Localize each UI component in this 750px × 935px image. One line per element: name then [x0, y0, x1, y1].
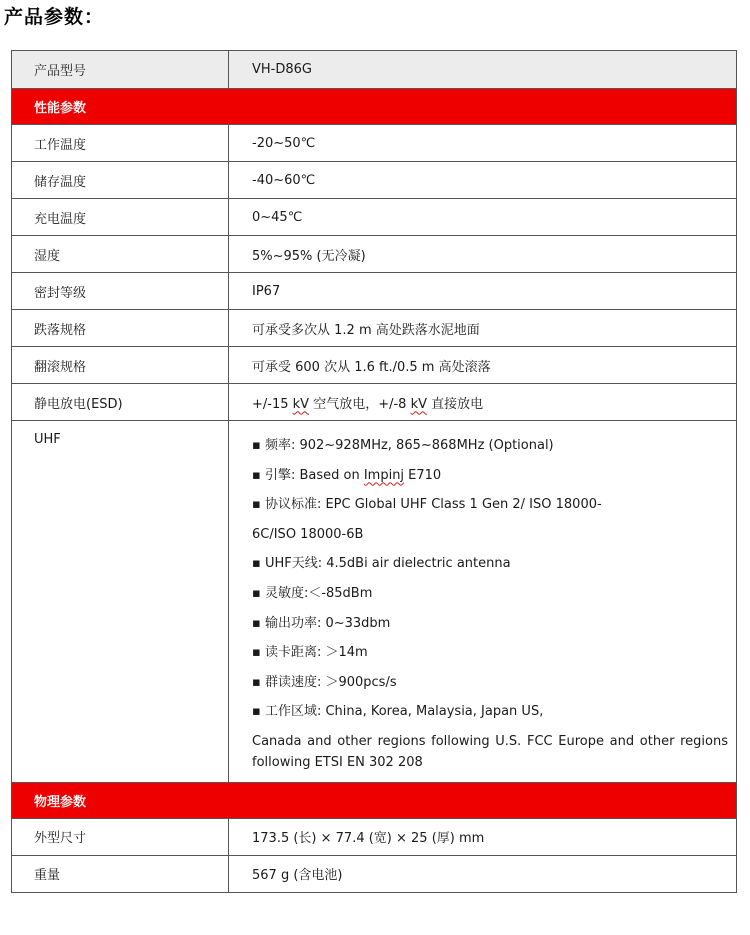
- esd-text-1: +/-15: [252, 396, 293, 412]
- uhf-protocol-cont: 6C/ISO 18000-6B: [252, 526, 364, 542]
- table-row: [12, 236, 737, 273]
- section-performance: [12, 89, 737, 125]
- uhf-engine: [252, 461, 730, 491]
- table-row: [12, 310, 737, 347]
- row-value: IP67: [229, 273, 737, 310]
- row-label: 外型尺寸: [12, 818, 229, 855]
- row-label: 储存温度: [12, 162, 229, 199]
- uhf-region-paragraph: Canada and other regions following U.S. FCC Europe and other regions following ETSI EN 302 208: [252, 733, 728, 770]
- table-row: [12, 818, 737, 855]
- uhf-protocol: ▪ 协议标准: EPC Global UHF Class 1 Gen 2/ ISO 18000-: [252, 497, 602, 513]
- uhf-antenna: ▪ UHF天线: 4.5dBi air dielectric antenna: [252, 556, 511, 572]
- row-value: -40~60℃: [229, 162, 737, 199]
- esd-unit-kv: kV: [410, 396, 427, 412]
- uhf-region: ▪ 工作区域: China, Korea, Malaysia, Japan US,: [252, 704, 544, 720]
- uhf-engine-prefix: ▪ 引擎: Based on: [252, 467, 364, 483]
- table-row: [12, 162, 737, 199]
- table-header-row: [12, 51, 737, 89]
- uhf-sensitivity: ▪ 灵敏度:＜-85dBm: [252, 585, 373, 601]
- uhf-read-distance: ▪ 读卡距离: ＞14m: [252, 645, 368, 661]
- uhf-output-power: ▪ 输出功率: 0~33dbm: [252, 615, 391, 631]
- uhf-frequency: ▪ 频率: 902~928MHz, 865~868MHz (Optional): [252, 438, 554, 453]
- row-value: 0~45℃: [229, 199, 737, 236]
- esd-unit-kv: kV: [292, 396, 310, 412]
- uhf-value: [229, 421, 737, 783]
- uhf-label: UHF: [12, 421, 229, 783]
- esd-text-3: 直接放电: [426, 396, 484, 412]
- model-value: VH-D86G: [229, 51, 737, 89]
- table-row: [12, 273, 737, 310]
- row-label: 翻滚规格: [12, 347, 229, 384]
- row-label: 密封等级: [12, 273, 229, 310]
- row-value: 5%~95% (无冷凝): [229, 236, 737, 273]
- uhf-engine-suffix: E710: [404, 467, 442, 483]
- row-label: 充电温度: [12, 199, 229, 236]
- row-value: 173.5 (长) × 77.4 (宽) × 25 (厚) mm: [229, 818, 737, 855]
- row-label: 跌落规格: [12, 310, 229, 347]
- model-label: 产品型号: [12, 51, 229, 89]
- row-label: 工作温度: [12, 125, 229, 162]
- row-value: 可承受 600 次从 1.6 ft./0.5 m 高处滚落: [229, 347, 737, 384]
- row-label: 重量: [12, 855, 229, 892]
- table-row: [12, 347, 737, 384]
- section-physical: [12, 782, 737, 818]
- table-row: [12, 855, 737, 892]
- table-row: [12, 199, 737, 236]
- section-performance-title: 性能参数: [12, 89, 737, 125]
- row-value: 567 g (含电池): [229, 855, 737, 892]
- table-row: [12, 125, 737, 162]
- page-heading: 产品参数：: [4, 6, 105, 28]
- esd-row: [12, 384, 737, 421]
- uhf-engine-impinj: Impinj: [363, 467, 405, 483]
- section-physical-title: 物理参数: [12, 782, 737, 818]
- uhf-spec-list: [252, 421, 730, 782]
- esd-value: [229, 384, 737, 421]
- row-value: -20~50℃: [229, 125, 737, 162]
- esd-label: 静电放电(ESD): [12, 384, 229, 421]
- spec-table: [11, 50, 737, 893]
- row-value: 可承受多次从 1.2 m 高处跌落水泥地面: [229, 310, 737, 347]
- uhf-group-read: ▪ 群读速度: ＞900pcs/s: [252, 674, 397, 690]
- row-label: 湿度: [12, 236, 229, 273]
- esd-text-2: 空气放电，+/-8: [309, 396, 411, 412]
- uhf-row: [12, 421, 737, 783]
